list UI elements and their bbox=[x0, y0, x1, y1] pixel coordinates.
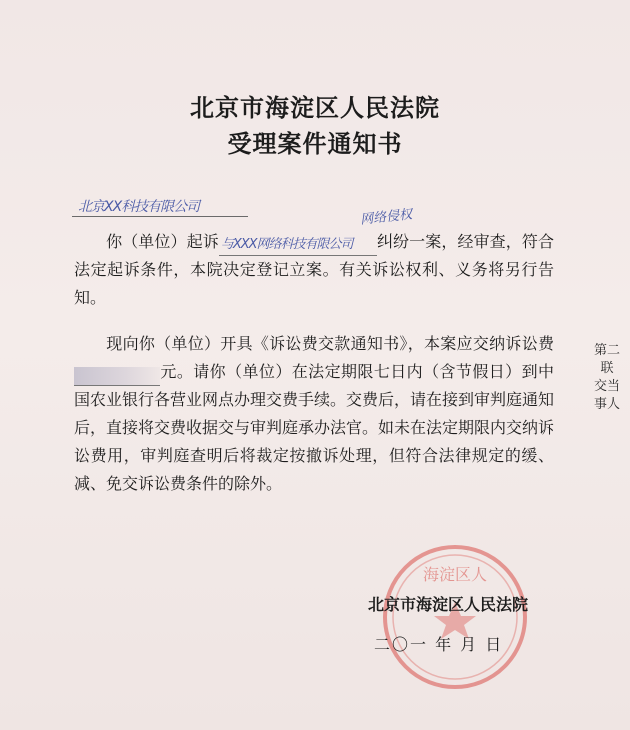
document-date: 二〇一 年 月 日 bbox=[374, 635, 504, 654]
handwritten-party-name: 北京XX科技有限公司 bbox=[78, 199, 200, 215]
paragraph-filing-notice bbox=[74, 228, 554, 312]
paragraph1-prefix: 你（单位）起诉 bbox=[106, 232, 219, 251]
signature-court-name: 北京市海淀区人民法院 bbox=[368, 595, 529, 614]
redacted-fee-amount bbox=[74, 367, 160, 386]
copy-side-note: 第二联 交当事人 bbox=[593, 343, 620, 412]
paragraph1-rest: 纠纷一案，经审查，符合法定起诉条件，本院决定登记立案。有关诉讼权利、义务将另行告知。 bbox=[74, 232, 554, 307]
party-name-underline bbox=[72, 216, 248, 217]
paragraph-fee-notice bbox=[74, 330, 554, 498]
document-title: 受理案件通知书 bbox=[227, 129, 403, 158]
filled-case-field: 与XXX网络科技有限公司 bbox=[219, 235, 377, 256]
court-seal-icon bbox=[380, 542, 530, 692]
handwritten-cause: 网络侵权 bbox=[359, 207, 413, 228]
svg-text:海淀区人: 海淀区人 bbox=[422, 565, 488, 584]
paragraph2-part2: 元。请你（单位）在法定期限七日内（含节假日）到中国农业银行各营业网点办理交费手续。交费后，请在接到审判庭通知后，直接将交费收据交与审判庭承办法官。如未在法定期限内交纳诉讼费用，审判庭查明后将裁定按撤诉处理，但符合法律规定的缓、减、免交诉讼费条件的除外。 bbox=[74, 362, 555, 493]
court-title: 北京市海淀区人民法院 bbox=[190, 93, 440, 122]
paragraph2-part1: 现向你（单位）开具《诉讼费交款通知书》，本案应交纳诉讼费 bbox=[106, 334, 554, 353]
